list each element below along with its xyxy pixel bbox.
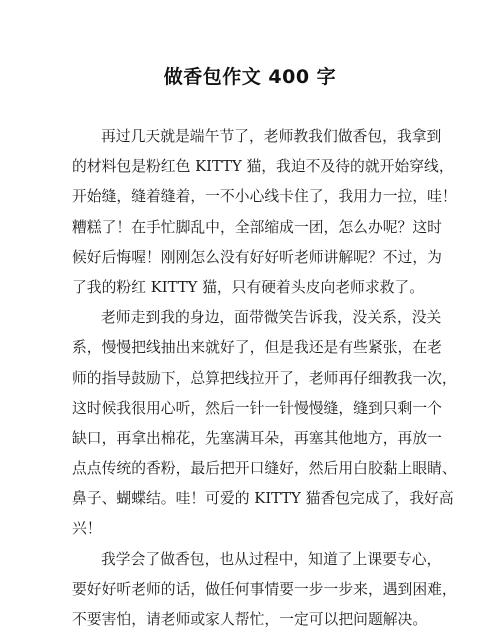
paragraph-2-line-8: 兴！ [72,520,102,538]
paragraph-2-line-6: 点点传统的香粉，最后把开口缝好，然后用白胶黏上眼睛、 [72,460,457,478]
paragraph-2-line-1: 老师走到我的身边，面带微笑告诉我，没关系，没关 [101,309,442,327]
paragraph-1-line-1: 再过几天就是端午节了，老师教我们做香包，我拿到 [101,128,442,145]
paragraph-2-line-4: 这时候我很用心听，然后一针一针慢慢缝，缝到只剩一个 [72,399,442,417]
paragraph-1-line-6: 了我的粉红 KITTY 猫，只有硬着头皮向老师求救了。 [72,278,425,296]
paragraph-3-line-3: 不要害怕，请老师或家人帮忙，一定可以把问题解决。 [72,611,428,628]
paragraph-2-line-7: 鼻子、蝴蝶结。哇！可爱的 KITTY 猫香包完成了，我好高 [72,490,454,508]
paragraph-1-line-2: 的材料包是粉红色 KITTY 猫，我迫不及待的就开始穿线， [72,158,454,176]
paragraph-2-line-2: 系，慢慢把线抽出来就好了，但是我还是有些紧张，在老 [72,339,442,357]
document-title: 做香包作文 400 字 [163,66,337,88]
paragraph-2-line-3: 师的指导鼓励下，总算把线拉开了，老师再仔细教我一次， [72,369,457,387]
paragraph-1-line-5: 候好后悔喔！刚刚怎么没有好好听老师讲解呢？不过，为 [72,248,442,266]
paragraph-1-line-3: 开始缝，缝着缝着，一不小心线卡住了，我用力一拉，哇！ [72,188,457,206]
paragraph-2-line-5: 缺口，再拿出棉花，先塞满耳朵，再塞其他地方，再放一 [72,429,442,447]
paragraph-3-line-1: 我学会了做香包，也从过程中，知道了上课要专心， [101,550,442,568]
paragraph-3-line-2: 要好好听老师的话，做任何事情要一步一步来，遇到困难， [72,580,457,598]
essay-body [72,122,457,635]
paragraph-1-line-4: 糟糕了！在手忙脚乱中，全部缩成一团，怎么办呢？这时 [72,218,442,236]
